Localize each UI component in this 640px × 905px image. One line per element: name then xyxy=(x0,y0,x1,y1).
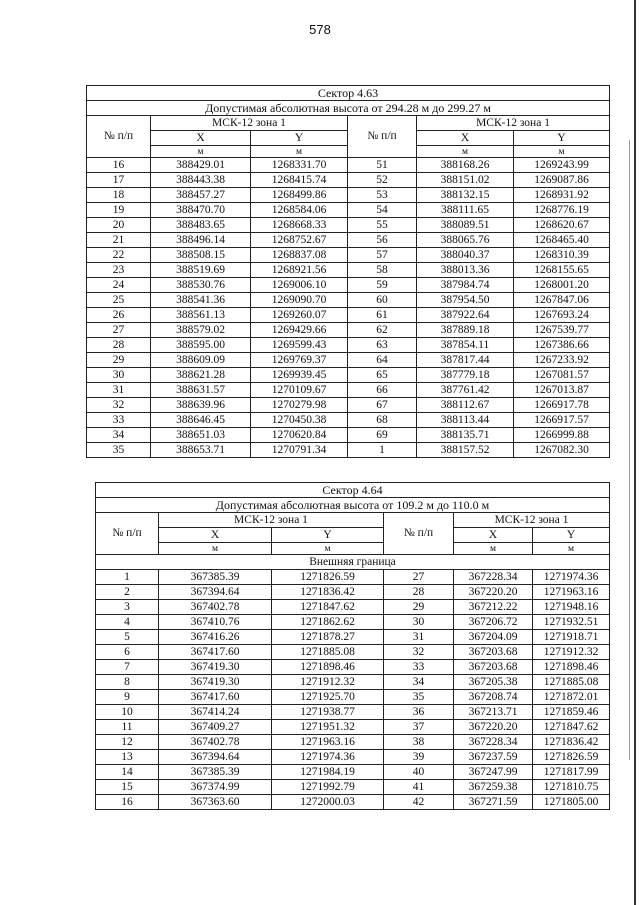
y-value: 1268331.70 xyxy=(251,158,348,173)
x-value: 367259.38 xyxy=(454,780,533,795)
row-number: 37 xyxy=(384,720,454,735)
row-number: 66 xyxy=(348,383,417,398)
y-value: 1266999.88 xyxy=(514,428,610,443)
table-row xyxy=(87,158,610,173)
x-value: 388151.02 xyxy=(417,173,514,188)
y-value: 1266917.78 xyxy=(514,398,610,413)
x-value: 388496.14 xyxy=(151,233,251,248)
y-value: 1270279.98 xyxy=(251,398,348,413)
x-value: 387889.18 xyxy=(417,323,514,338)
row-number: 27 xyxy=(87,323,151,338)
y-value: 1268155.65 xyxy=(514,263,610,278)
row-number: 32 xyxy=(87,398,151,413)
y-value: 1270450.38 xyxy=(251,413,348,428)
row-number: 31 xyxy=(87,383,151,398)
y-value: 1268465.40 xyxy=(514,233,610,248)
x-value: 388653.71 xyxy=(151,443,251,458)
unit-label: м xyxy=(251,146,348,158)
x-value: 367212.22 xyxy=(454,600,533,615)
zone-header: МСК-12 зона 1 xyxy=(417,116,610,131)
row-number: 35 xyxy=(384,690,454,705)
row-number: 69 xyxy=(348,428,417,443)
row-number: 41 xyxy=(384,780,454,795)
row-number: 23 xyxy=(87,263,151,278)
table-row xyxy=(96,765,610,780)
row-number: 5 xyxy=(96,630,159,645)
y-value: 1271847.62 xyxy=(272,600,384,615)
x-header: X xyxy=(151,131,251,146)
y-value: 1267386.66 xyxy=(514,338,610,353)
x-value: 388561.13 xyxy=(151,308,251,323)
x-value: 367419.30 xyxy=(159,675,272,690)
y-value: 1271872.01 xyxy=(533,690,610,705)
y-value: 1271912.32 xyxy=(533,645,610,660)
table-row xyxy=(87,278,610,293)
row-number: 34 xyxy=(87,428,151,443)
y-value: 1271912.32 xyxy=(272,675,384,690)
x-value: 388530.76 xyxy=(151,278,251,293)
table-row xyxy=(87,233,610,248)
y-value: 1268837.08 xyxy=(251,248,348,263)
table-row xyxy=(96,675,610,690)
x-value: 388132.15 xyxy=(417,188,514,203)
table-row xyxy=(87,398,610,413)
y-value: 1271963.16 xyxy=(272,735,384,750)
x-value: 387854.11 xyxy=(417,338,514,353)
y-value: 1271948.16 xyxy=(533,600,610,615)
row-number: 1 xyxy=(96,570,159,585)
y-value: 1267081.57 xyxy=(514,368,610,383)
y-value: 1269243.99 xyxy=(514,158,610,173)
x-value: 367220.20 xyxy=(454,720,533,735)
x-value: 367385.39 xyxy=(159,765,272,780)
row-number: 34 xyxy=(384,675,454,690)
row-number: 63 xyxy=(348,338,417,353)
table-row xyxy=(87,383,610,398)
y-value: 1267082.30 xyxy=(514,443,610,458)
y-value: 1271963.16 xyxy=(533,585,610,600)
row-number: 64 xyxy=(348,353,417,368)
y-value: 1272000.03 xyxy=(272,795,384,810)
y-value: 1267847.06 xyxy=(514,293,610,308)
table-row xyxy=(87,188,610,203)
unit-label: м xyxy=(454,543,533,555)
x-value: 367374.99 xyxy=(159,780,272,795)
x-value: 388621.28 xyxy=(151,368,251,383)
y-value: 1271974.36 xyxy=(533,570,610,585)
x-value: 388157.52 xyxy=(417,443,514,458)
y-value: 1271951.32 xyxy=(272,720,384,735)
x-value: 388541.36 xyxy=(151,293,251,308)
y-header: Y xyxy=(251,131,348,146)
x-value: 367203.68 xyxy=(454,660,533,675)
table-row xyxy=(87,323,610,338)
row-number: 7 xyxy=(96,660,159,675)
row-number: 29 xyxy=(87,353,151,368)
sector-title: Сектор 4.64 xyxy=(96,483,610,498)
x-value: 388483.65 xyxy=(151,218,251,233)
x-value: 388443.38 xyxy=(151,173,251,188)
y-value: 1270620.84 xyxy=(251,428,348,443)
sector-table xyxy=(95,482,610,810)
x-value: 367417.60 xyxy=(159,645,272,660)
x-header: X xyxy=(417,131,514,146)
unit-label: м xyxy=(533,543,610,555)
y-value: 1267693.24 xyxy=(514,308,610,323)
y-value: 1269429.66 xyxy=(251,323,348,338)
x-value: 367228.34 xyxy=(454,570,533,585)
sector-title: Сектор 4.63 xyxy=(87,86,610,101)
y-value: 1271974.36 xyxy=(272,750,384,765)
zone-header: МСК-12 зона 1 xyxy=(454,513,610,528)
x-value: 388168.26 xyxy=(417,158,514,173)
row-number: 33 xyxy=(384,660,454,675)
x-value: 388040.37 xyxy=(417,248,514,263)
row-number: 22 xyxy=(87,248,151,263)
page-number: 578 xyxy=(309,22,331,37)
x-value: 367402.78 xyxy=(159,735,272,750)
table-row xyxy=(87,248,610,263)
row-number: 30 xyxy=(384,615,454,630)
zone-header: МСК-12 зона 1 xyxy=(151,116,348,131)
y-value: 1271992.79 xyxy=(272,780,384,795)
table-row xyxy=(96,660,610,675)
y-value: 1268310.39 xyxy=(514,248,610,263)
row-number: 36 xyxy=(384,705,454,720)
row-number: 11 xyxy=(96,720,159,735)
table-row xyxy=(96,585,610,600)
row-number: 14 xyxy=(96,765,159,780)
x-value: 388457.27 xyxy=(151,188,251,203)
scan-edge-line xyxy=(634,0,636,905)
row-number: 24 xyxy=(87,278,151,293)
unit-label: м xyxy=(417,146,514,158)
y-value: 1271898.46 xyxy=(533,660,610,675)
row-number: 27 xyxy=(384,570,454,585)
row-number: 58 xyxy=(348,263,417,278)
row-number: 53 xyxy=(348,188,417,203)
y-value: 1268415.74 xyxy=(251,173,348,188)
y-value: 1269260.07 xyxy=(251,308,348,323)
y-value: 1270791.34 xyxy=(251,443,348,458)
y-value: 1271984.19 xyxy=(272,765,384,780)
row-number: 21 xyxy=(87,233,151,248)
y-value: 1271836.42 xyxy=(533,735,610,750)
x-value: 367247.99 xyxy=(454,765,533,780)
unit-label: м xyxy=(514,146,610,158)
y-value: 1271938.77 xyxy=(272,705,384,720)
unit-label: м xyxy=(272,543,384,555)
row-number: 9 xyxy=(96,690,159,705)
table-row xyxy=(87,203,610,218)
x-value: 388470.70 xyxy=(151,203,251,218)
x-value: 367363.60 xyxy=(159,795,272,810)
y-value: 1271847.62 xyxy=(533,720,610,735)
y-value: 1266917.57 xyxy=(514,413,610,428)
table-row xyxy=(96,570,610,585)
row-number: 32 xyxy=(384,645,454,660)
x-value: 388429.01 xyxy=(151,158,251,173)
y-value: 1269006.10 xyxy=(251,278,348,293)
row-number: 19 xyxy=(87,203,151,218)
row-number: 57 xyxy=(348,248,417,263)
y-value: 1271862.62 xyxy=(272,615,384,630)
row-number: 51 xyxy=(348,158,417,173)
table-row xyxy=(96,795,610,810)
x-value: 367385.39 xyxy=(159,570,272,585)
row-number: 17 xyxy=(87,173,151,188)
x-value: 388065.76 xyxy=(417,233,514,248)
y-value: 1271826.59 xyxy=(272,570,384,585)
table-row xyxy=(96,645,610,660)
x-value: 388112.67 xyxy=(417,398,514,413)
x-value: 367205.38 xyxy=(454,675,533,690)
row-number: 26 xyxy=(87,308,151,323)
table-row xyxy=(96,780,610,795)
table-row xyxy=(96,750,610,765)
x-value: 367419.30 xyxy=(159,660,272,675)
y-value: 1271805.00 xyxy=(533,795,610,810)
row-number: 18 xyxy=(87,188,151,203)
x-header: X xyxy=(454,528,533,543)
y-value: 1271918.71 xyxy=(533,630,610,645)
row-number: 16 xyxy=(96,795,159,810)
sector-table xyxy=(86,85,610,458)
table-row xyxy=(96,690,610,705)
y-value: 1267539.77 xyxy=(514,323,610,338)
x-value: 388013.36 xyxy=(417,263,514,278)
height-range: Допустимая абсолютная высота от 294.28 м до 299.27 м xyxy=(87,101,610,116)
table-row xyxy=(87,428,610,443)
row-number: 62 xyxy=(348,323,417,338)
x-value: 367220.20 xyxy=(454,585,533,600)
table-row xyxy=(87,353,610,368)
x-value: 387922.64 xyxy=(417,308,514,323)
row-number: 28 xyxy=(87,338,151,353)
table-body xyxy=(87,158,610,458)
y-value: 1268499.86 xyxy=(251,188,348,203)
num-header: № п/п xyxy=(384,513,454,555)
row-number: 35 xyxy=(87,443,151,458)
table-row xyxy=(87,293,610,308)
row-number: 31 xyxy=(384,630,454,645)
y-header: Y xyxy=(272,528,384,543)
row-number: 30 xyxy=(87,368,151,383)
unit-label: м xyxy=(151,146,251,158)
row-number: 10 xyxy=(96,705,159,720)
num-header: № п/п xyxy=(348,116,417,158)
x-value: 388508.15 xyxy=(151,248,251,263)
x-value: 387984.74 xyxy=(417,278,514,293)
x-value: 367204.09 xyxy=(454,630,533,645)
table-row xyxy=(96,720,610,735)
table-row xyxy=(96,615,610,630)
row-number: 39 xyxy=(384,750,454,765)
row-number: 1 xyxy=(348,443,417,458)
x-value: 387761.42 xyxy=(417,383,514,398)
table-row xyxy=(87,413,610,428)
row-number: 28 xyxy=(384,585,454,600)
y-value: 1271836.42 xyxy=(272,585,384,600)
x-value: 367206.72 xyxy=(454,615,533,630)
x-header: X xyxy=(159,528,272,543)
table-row xyxy=(87,368,610,383)
x-value: 367409.27 xyxy=(159,720,272,735)
y-value: 1271885.08 xyxy=(533,675,610,690)
row-number: 56 xyxy=(348,233,417,248)
x-value: 387779.18 xyxy=(417,368,514,383)
scan-edge-shadow xyxy=(629,140,630,760)
y-value: 1271925.70 xyxy=(272,690,384,705)
y-value: 1269090.70 xyxy=(251,293,348,308)
row-number: 55 xyxy=(348,218,417,233)
row-number: 4 xyxy=(96,615,159,630)
row-number: 60 xyxy=(348,293,417,308)
x-value: 388089.51 xyxy=(417,218,514,233)
x-value: 367417.60 xyxy=(159,690,272,705)
table-row xyxy=(87,443,610,458)
x-value: 388111.65 xyxy=(417,203,514,218)
y-value: 1268620.67 xyxy=(514,218,610,233)
row-number: 38 xyxy=(384,735,454,750)
table-row xyxy=(87,338,610,353)
table-row xyxy=(96,600,610,615)
table-row xyxy=(87,173,610,188)
row-number: 8 xyxy=(96,675,159,690)
row-number: 2 xyxy=(96,585,159,600)
y-value: 1269939.45 xyxy=(251,368,348,383)
row-number: 65 xyxy=(348,368,417,383)
x-value: 388113.44 xyxy=(417,413,514,428)
zone-header: МСК-12 зона 1 xyxy=(159,513,384,528)
y-value: 1271817.99 xyxy=(533,765,610,780)
x-value: 367271.59 xyxy=(454,795,533,810)
y-value: 1271810.75 xyxy=(533,780,610,795)
y-value: 1270109.67 xyxy=(251,383,348,398)
x-value: 388639.96 xyxy=(151,398,251,413)
x-value: 367237.59 xyxy=(454,750,533,765)
y-value: 1268668.33 xyxy=(251,218,348,233)
y-value: 1271885.08 xyxy=(272,645,384,660)
table-row xyxy=(96,705,610,720)
x-value: 387954.50 xyxy=(417,293,514,308)
x-value: 388135.71 xyxy=(417,428,514,443)
y-value: 1269599.43 xyxy=(251,338,348,353)
x-value: 387817.44 xyxy=(417,353,514,368)
x-value: 367394.64 xyxy=(159,585,272,600)
table-body xyxy=(96,570,610,810)
row-number: 20 xyxy=(87,218,151,233)
row-number: 54 xyxy=(348,203,417,218)
table-row xyxy=(87,263,610,278)
y-value: 1268931.92 xyxy=(514,188,610,203)
y-value: 1268584.06 xyxy=(251,203,348,218)
row-number: 68 xyxy=(348,413,417,428)
table-row xyxy=(96,735,610,750)
x-value: 388519.69 xyxy=(151,263,251,278)
row-number: 16 xyxy=(87,158,151,173)
row-number: 42 xyxy=(384,795,454,810)
row-number: 67 xyxy=(348,398,417,413)
x-value: 367203.68 xyxy=(454,645,533,660)
x-value: 388595.00 xyxy=(151,338,251,353)
x-value: 367410.76 xyxy=(159,615,272,630)
row-number: 33 xyxy=(87,413,151,428)
x-value: 367208.74 xyxy=(454,690,533,705)
table-row xyxy=(96,630,610,645)
y-value: 1271932.51 xyxy=(533,615,610,630)
y-value: 1271859.46 xyxy=(533,705,610,720)
y-header: Y xyxy=(514,131,610,146)
y-value: 1271826.59 xyxy=(533,750,610,765)
x-value: 388631.57 xyxy=(151,383,251,398)
y-value: 1271878.27 xyxy=(272,630,384,645)
y-value: 1268752.67 xyxy=(251,233,348,248)
row-number: 59 xyxy=(348,278,417,293)
y-value: 1267233.92 xyxy=(514,353,610,368)
x-value: 388579.02 xyxy=(151,323,251,338)
row-number: 61 xyxy=(348,308,417,323)
row-number: 40 xyxy=(384,765,454,780)
x-value: 367402.78 xyxy=(159,600,272,615)
height-range: Допустимая абсолютная высота от 109.2 м до 110.0 м xyxy=(96,498,610,513)
y-value: 1269087.86 xyxy=(514,173,610,188)
y-value: 1268776.19 xyxy=(514,203,610,218)
row-number: 15 xyxy=(96,780,159,795)
row-number: 12 xyxy=(96,735,159,750)
x-value: 388646.45 xyxy=(151,413,251,428)
table-row xyxy=(87,308,610,323)
x-value: 367213.71 xyxy=(454,705,533,720)
num-header: № п/п xyxy=(87,116,151,158)
x-value: 367228.34 xyxy=(454,735,533,750)
y-value: 1271898.46 xyxy=(272,660,384,675)
y-header: Y xyxy=(533,528,610,543)
y-value: 1267013.87 xyxy=(514,383,610,398)
y-value: 1268921.56 xyxy=(251,263,348,278)
table-row xyxy=(87,218,610,233)
row-number: 13 xyxy=(96,750,159,765)
y-value: 1268001.20 xyxy=(514,278,610,293)
x-value: 388651.03 xyxy=(151,428,251,443)
y-value: 1269769.37 xyxy=(251,353,348,368)
x-value: 367416.26 xyxy=(159,630,272,645)
row-number: 52 xyxy=(348,173,417,188)
unit-label: м xyxy=(159,543,272,555)
num-header: № п/п xyxy=(96,513,159,555)
x-value: 367414.24 xyxy=(159,705,272,720)
row-number: 6 xyxy=(96,645,159,660)
row-number: 25 xyxy=(87,293,151,308)
boundary-label: Внешняя граница xyxy=(96,555,610,570)
x-value: 367394.64 xyxy=(159,750,272,765)
row-number: 3 xyxy=(96,600,159,615)
row-number: 29 xyxy=(384,600,454,615)
x-value: 388609.09 xyxy=(151,353,251,368)
